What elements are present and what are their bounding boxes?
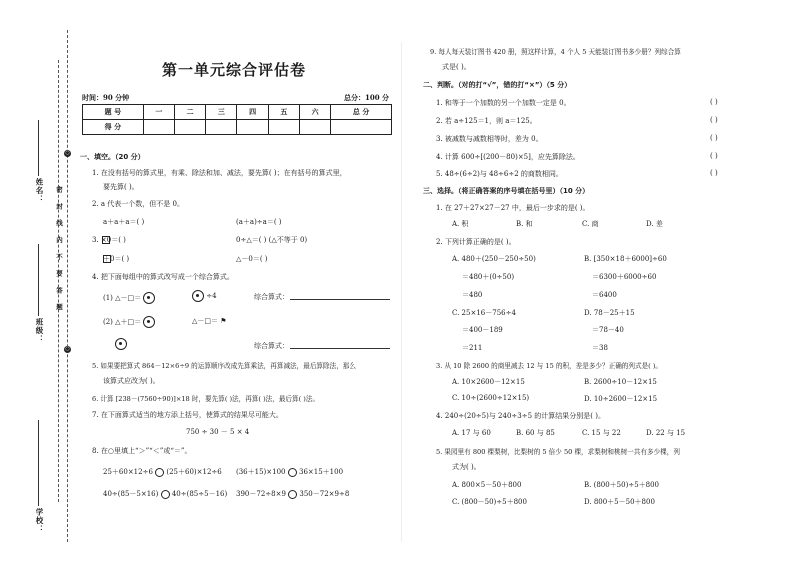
- choice-q5-c[interactable]: C. (800－50)÷5＋800: [452, 498, 527, 506]
- score-cell[interactable]: [331, 120, 392, 135]
- answer-blank[interactable]: [290, 292, 390, 300]
- table-cell: 二: [174, 105, 205, 120]
- expr-left: 25＋60×12÷6: [103, 468, 153, 476]
- score-cell[interactable]: [174, 120, 205, 135]
- fill-q7-expr: 750 ÷ 30 － 5 × 4: [186, 428, 250, 436]
- choice-q4-d[interactable]: D. 22 与 15: [646, 429, 686, 437]
- choice-q2-c2: ＝400－189: [462, 326, 503, 334]
- fill-q4-2-label: 综合算式：: [254, 342, 289, 350]
- fill-q3-a-text: 3. ×0＝( ): [92, 236, 126, 244]
- column-separator: [401, 42, 402, 542]
- fill-q3-c: ＋0＝( ): [103, 255, 130, 263]
- table-cell: 五: [268, 105, 299, 120]
- score-cell[interactable]: [237, 120, 268, 135]
- flag-icon: ⚑: [220, 317, 227, 325]
- choice-q3-c[interactable]: C. 10÷(2600÷12×15): [452, 394, 530, 402]
- table-cell: 六: [299, 105, 330, 120]
- choice-q2-a1[interactable]: A. 480＋(250－250÷50): [452, 255, 536, 263]
- choice-q4-b[interactable]: B. 60 与 85: [516, 429, 555, 437]
- choice-q5-a[interactable]: A. 800×5－50＋800: [452, 481, 522, 489]
- choice-q2-b3: ＝6400: [592, 291, 617, 299]
- fill-q4-2b-text: △－□＝: [192, 317, 218, 325]
- fill-q2: 2. a 代表一个数，但不是 0。: [92, 200, 184, 208]
- fill-q4-2b: [192, 316, 227, 326]
- compare-row-1b: [236, 467, 343, 477]
- binding-strip: [0, 0, 78, 562]
- table-cell: 题 号: [83, 105, 144, 120]
- score-cell[interactable]: [143, 120, 174, 135]
- choice-q5-line2: 式为( )。: [452, 463, 481, 471]
- fill-q8: 8. 在○里填上“＞”“＜”或“＝”。: [92, 447, 192, 455]
- choice-q2-d3: ＝38: [592, 344, 608, 352]
- fill-q4-1b-text: ÷4: [206, 292, 217, 300]
- expr-left: 390－72÷8×9: [236, 490, 286, 498]
- score-cell[interactable]: [206, 120, 237, 135]
- flower-icon: [115, 338, 127, 350]
- choice-q2-b1[interactable]: B. [350×18＋6000]÷60: [584, 255, 667, 263]
- section-1-heading: 一、填空。（20 分）: [80, 153, 145, 161]
- table-cell: 一: [143, 105, 174, 120]
- judge-answer-3[interactable]: ( ): [710, 134, 718, 142]
- square-shape: [102, 236, 110, 244]
- score-table-score-row: [83, 120, 392, 135]
- choice-q3-d[interactable]: D. 10÷2600－12×15: [584, 395, 658, 403]
- fill-q4-1b: [192, 290, 217, 302]
- choice-q2-a3: ＝480: [462, 291, 483, 299]
- choice-q4-c[interactable]: C. 15 与 22: [582, 429, 621, 437]
- compare-circle[interactable]: [161, 490, 170, 499]
- choice-q3-a[interactable]: A. 10×2600－12×15: [452, 378, 525, 386]
- choice-q5-line1: 5. 果园里有 800 棵梨树，比梨树的 5 倍少 50 棵，求梨树和桃树一共有多少棵，列: [436, 448, 680, 456]
- choice-q2-c1[interactable]: C. 25×16－756÷4: [452, 309, 516, 317]
- score-table: [82, 104, 392, 135]
- judge-q2: 2. 若 a÷125＝1，则 a＝125。: [436, 117, 537, 125]
- choice-q5-b[interactable]: B. (800＋50)÷5＋800: [584, 481, 660, 489]
- expr-left: (36＋15)×100: [236, 468, 286, 476]
- fill-q4-1-text: (1) △－□＝: [103, 294, 142, 302]
- table-cell: 三: [206, 105, 237, 120]
- fill-q4: 4. 把下面每组中的算式改写成一个综合算式。: [92, 273, 234, 281]
- fill-q1-line1: 1. 在没有括号的算式里，有乘、除法和加、减法，要先算( )；在有括号的算式里，: [92, 169, 347, 177]
- school-underline[interactable]: [38, 420, 39, 506]
- choice-q1-d[interactable]: D. 差: [646, 220, 663, 228]
- fill-q6: 6. 计算 [238－(7560÷90)]×18 时，要先算( )法，再算( )法，最后算( )法。: [92, 395, 320, 403]
- choice-q2: 2. 下列计算正确的是( )。: [436, 238, 516, 246]
- choice-q5-d[interactable]: D. 800＋5－50＋800: [584, 498, 655, 506]
- class-underline[interactable]: [38, 244, 39, 316]
- exam-time: 时间：90 分钟: [82, 93, 130, 102]
- table-cell: 得 分: [83, 120, 144, 135]
- choice-q1-a[interactable]: A. 积: [452, 220, 469, 228]
- choice-q2-d2: ＝78－40: [592, 326, 624, 334]
- judge-q5: 5. 48÷(6÷2)与 48÷6÷2 的商数相同。: [436, 170, 563, 178]
- expr-right: (25＋60)×12÷6: [166, 468, 222, 476]
- section-2-heading: 二、判断。（对的打“√”，错的打“×”）（5 分）: [423, 81, 572, 89]
- fill-q3-d: △－0＝( ): [236, 255, 268, 263]
- compare-circle[interactable]: [288, 468, 297, 477]
- choice-q3: 3. 从 10 除 2600 的商里减去 12 与 15 的积，差是多少？正确的列式是( )。: [436, 362, 663, 370]
- fill-q4-2-text: (2) △＋□＝: [103, 318, 142, 326]
- choice-q1: 1. 在 27＋27×27－27 中，最后一步求的是( )。: [436, 204, 590, 212]
- table-cell: 四: [237, 105, 268, 120]
- score-cell[interactable]: [268, 120, 299, 135]
- choice-q2-b2: ＝6300＋6000÷60: [592, 273, 657, 281]
- section-3-heading: 三、选择。（将正确答案的序号填在括号里）（10 分）: [423, 187, 590, 195]
- choice-q1-c[interactable]: C. 商: [582, 220, 599, 228]
- choice-q2-a2: ＝480＋(0÷50): [462, 273, 515, 281]
- binding-dashed-line: [67, 30, 68, 542]
- choice-q4-a[interactable]: A. 17 与 60: [452, 429, 491, 437]
- fill-q5-line1: 5. 如果要把算式 864－12×6÷9 的运算顺序改成先算乘法，再算减法，最后算除法，那么: [92, 362, 356, 370]
- judge-answer-5[interactable]: ( ): [710, 169, 718, 177]
- expr-left: 40÷(85－5×16): [103, 490, 159, 498]
- name-underline[interactable]: [38, 120, 39, 176]
- fill-q4-1: [103, 292, 155, 304]
- choice-q2-d1[interactable]: D. 78－25＋15: [584, 309, 635, 317]
- fill-q4-2: [103, 316, 155, 328]
- compare-row-2: [103, 489, 227, 499]
- binding-hole-top: ○: [65, 150, 70, 156]
- choice-q4: 4. 240÷(20÷5)与 240÷3÷5 的计算结果分别是( )。: [436, 412, 605, 420]
- binding-hole-bottom: ○: [65, 346, 70, 352]
- compare-row-1: [103, 467, 222, 477]
- choice-q2-c3: ＝211: [462, 344, 483, 352]
- fill-q3-b: 0÷△＝( ) (△不等于 0): [236, 236, 308, 244]
- compare-circle[interactable]: [155, 468, 164, 477]
- table-cell: 总 分: [331, 105, 392, 120]
- score-cell[interactable]: [299, 120, 330, 135]
- judge-answer-2[interactable]: ( ): [710, 116, 718, 124]
- judge-answer-1[interactable]: ( ): [710, 98, 718, 106]
- judge-q3: 3. 被减数与减数相等时，差为 0。: [436, 135, 543, 143]
- flower-icon: [143, 316, 155, 328]
- exam-total: 总分：100 分: [344, 93, 390, 102]
- compare-row-2b: [236, 489, 349, 499]
- expr-right: 36×15＋100: [298, 468, 344, 476]
- flower-standalone: [115, 338, 127, 350]
- compare-circle[interactable]: [288, 490, 297, 499]
- name-label: 姓名：: [35, 178, 44, 204]
- fill-q2-left: a＋a＋a＝( ): [103, 218, 145, 226]
- flower-icon: [143, 292, 155, 304]
- expr-right: 350－72×9÷8: [299, 490, 350, 498]
- answer-blank[interactable]: [290, 341, 390, 349]
- judge-answer-4[interactable]: ( ): [710, 152, 718, 160]
- judge-q1: 1. 和等于一个加数的另一个加数一定是 0。: [436, 99, 571, 107]
- score-table-header-row: [83, 105, 392, 120]
- fill-q4-1-label: 综合算式：: [254, 293, 289, 301]
- judge-q4: 4. 计算 600÷[(200－80)×5]，应先算除法。: [436, 153, 580, 161]
- school-label: 学校：: [35, 508, 44, 534]
- flower-icon: [192, 290, 204, 302]
- fill-q5-line2: 该算式应改为( )。: [103, 377, 160, 385]
- fill-q2-right: (a＋a)÷a＝( ): [236, 218, 282, 226]
- page-title: 第一单元综合评估卷: [162, 61, 307, 79]
- class-label: 班级：: [35, 318, 44, 344]
- choice-q3-b[interactable]: B. 2600÷10－12×15: [584, 378, 657, 386]
- expr-right: 40÷(85÷5－16): [171, 490, 228, 498]
- fill-q1-line2: 要先算( )。: [103, 183, 139, 191]
- fill-q9-line1: 9. 每人每天装订图书 420 册，照这样计算，4 个人 5 天能装订图书多少册？列综合算: [430, 48, 681, 56]
- fill-q9-line2: 式是( )。: [442, 63, 471, 71]
- fill-q7: 7. 在下面算式适当的地方添上括号，使算式的结果尽可能大。: [92, 411, 283, 419]
- binding-notice: 密 封 线 内 不 要 答 题: [55, 186, 63, 314]
- square-shape: [103, 255, 111, 263]
- choice-q1-b[interactable]: B. 和: [516, 220, 533, 228]
